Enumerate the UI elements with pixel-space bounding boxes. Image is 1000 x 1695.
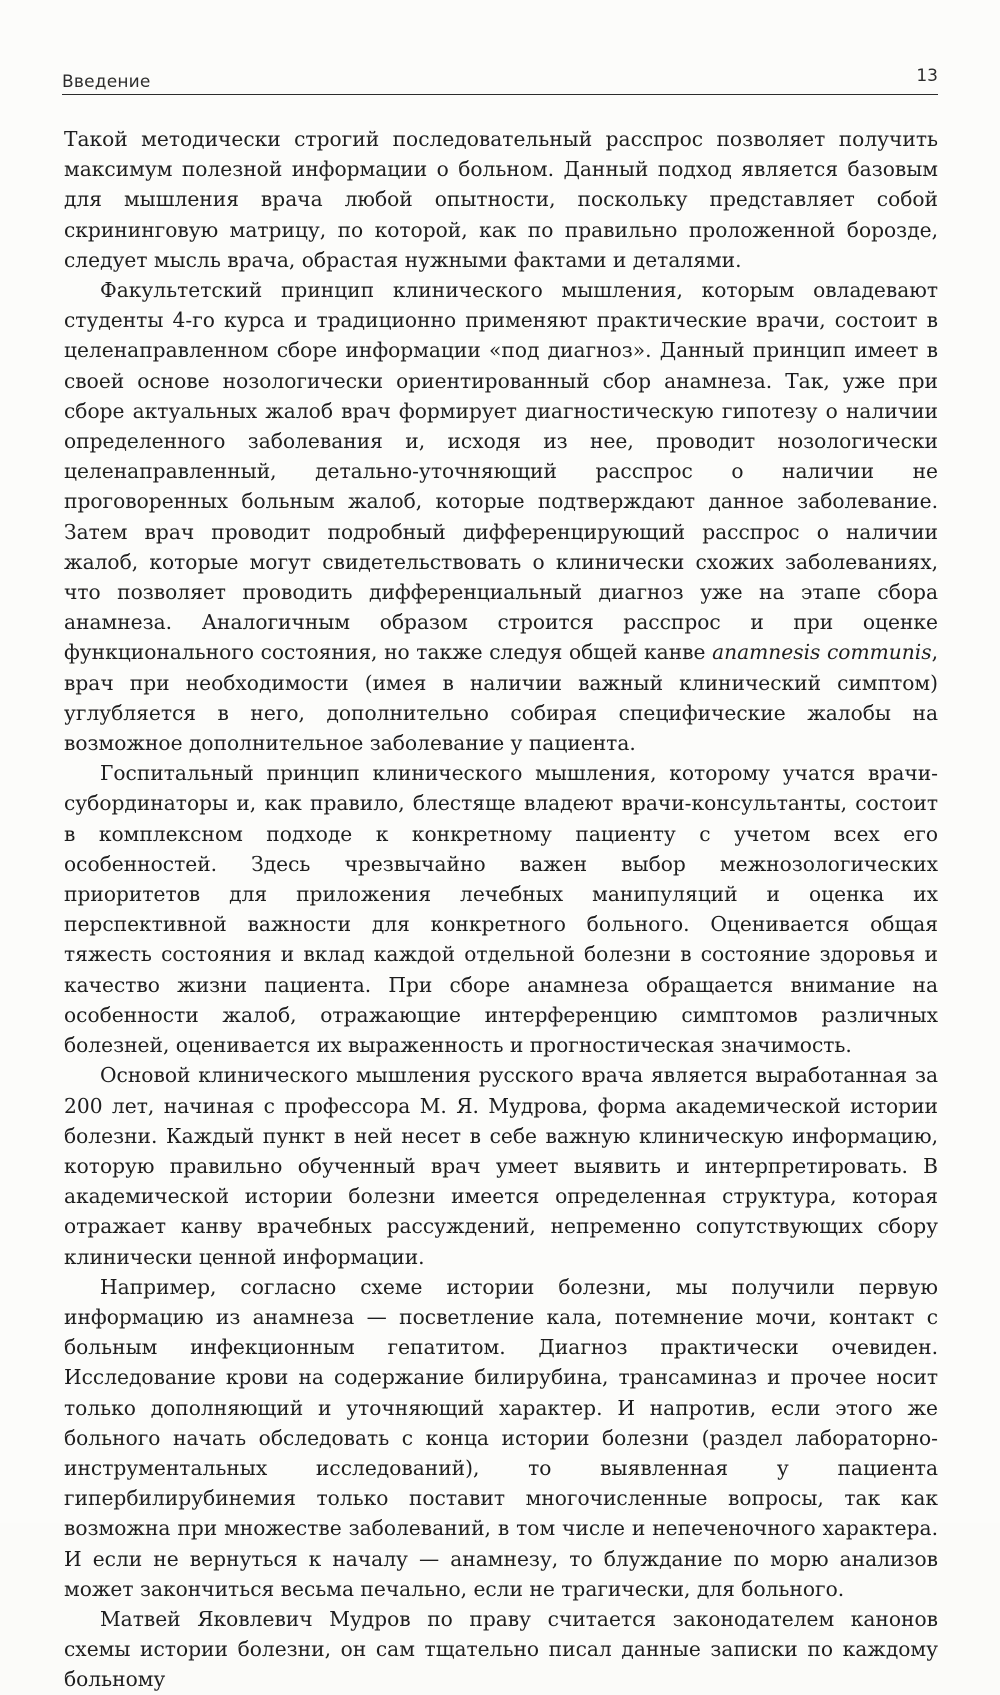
paragraph-2-text-end: , врач при необходимости (имея в наличии важный клинический симптом) углубляется в него, дополнительно собирая специфические жалобы на возможное дополнительное заболевание у пациента.: [64, 640, 938, 756]
page-number: 13: [916, 66, 938, 86]
paragraph-5: Например, согласно схеме истории болезни, мы получили первую информацию из анамнеза — посветление кала, потемнение мочи, контакт с больным инфекционным гепатитом. Диагноз практически очевиден. Исследование крови на содержание билирубина, трансаминаз и прочее носит только дополняющий и уточняющий характер. И напротив, если этого же больного начать обследовать с конца истории болезни (раздел лабораторно-инструментальных исследований), то выявленная у пациента гипербилирубинемия только поставит многочисленные вопросы, так как возможна при множестве заболеваний, в том числе и непеченочного характера. И если не вернуться к началу — анамнезу, то блуждание по морю анализов может закончиться весьма печально, если не трагически, для больного.: [64, 1274, 938, 1601]
paragraph-3: Госпитальный принцип клинического мышления, которому учатся врачи-субординаторы и, как правило, блестяще владеют врачи-консультанты, состоит в комплексном подходе к конкретному пациенту с учетом всех его особенностей. Здесь чрезвычайно важен выбор межнозологических приоритетов для приложения лечебных манипуляций и оценка их перспективной важности для конкретного больного. Оценивается общая тяжесть состояния и вклад каждой отдельной болезни в состояние здоровья и качество жизни пациента. При сборе анамнеза обращается внимание на особенности жалоб, отражающие интерференцию симптомов различных болезней, оценивается их выраженность и прогностическая значимость.: [64, 761, 938, 1058]
paragraph-2-text-start: Факультетский принцип клинического мышления, которым овладевают студенты 4-го курса и традиционно применяют практические врачи, состоит в целенаправленном сборе информации «под диагноз». Данный принцип имеет в своей основе нозологически ориентированный сбор анамнеза. Так, уже при сборе актуальных жалоб врач формирует диагностическую гипотезу о наличии определенного заболевания и, исходя из нее, проводит нозологически целенаправленный, детально-уточняющий расспрос о наличии не проговоренных больным жалоб, которые подтверждают данное заболевание. Затем врач проводит подробный дифференцирующий расспрос о наличии жалоб, которые могут свидетельствовать о клинически схожих заболеваниях, что позволяет проводить дифференциальный диагноз уже на этапе сбора анамнеза. Аналогичным образом строится расспрос и при оценке функционального состояния, но также следуя общей канве: [64, 278, 938, 665]
paragraph-6: Матвей Яковлевич Мудров по праву считается законодателем канонов схемы истории болезни, он сам тщательно писал данные записки по каждому больному: [64, 1606, 938, 1692]
running-header: [62, 66, 938, 95]
paragraph-4: Основой клинического мышления русского врача является выработанная за 200 лет, начиная с профессора М. Я. Мудрова, форма академической истории болезни. Каждый пункт в ней несет в себе важную клиническую информацию, которую правильно обученный врач умеет выявить и интерпретировать. В академической истории болезни имеется определенная структура, которая отражает канву врачебных рассуждений, непременно сопутствующих сбору клинически ценной информации.: [64, 1063, 938, 1269]
latin-term: anamnesis communis: [712, 640, 932, 665]
paragraph-2: [64, 275, 938, 758]
paragraph-1: Такой методически строгий последовательный расспрос позволяет получить максимум полезной информации о больном. Данный подход является базовым для мышления врача любой опытности, поскольку представляет собой скрининговую матрицу, по которой, как по правильно проложенной борозде, следует мысль врача, обрастая нужными фактами и деталями.: [64, 127, 938, 272]
body-text: [64, 124, 938, 1695]
section-title: Введение: [62, 72, 151, 92]
